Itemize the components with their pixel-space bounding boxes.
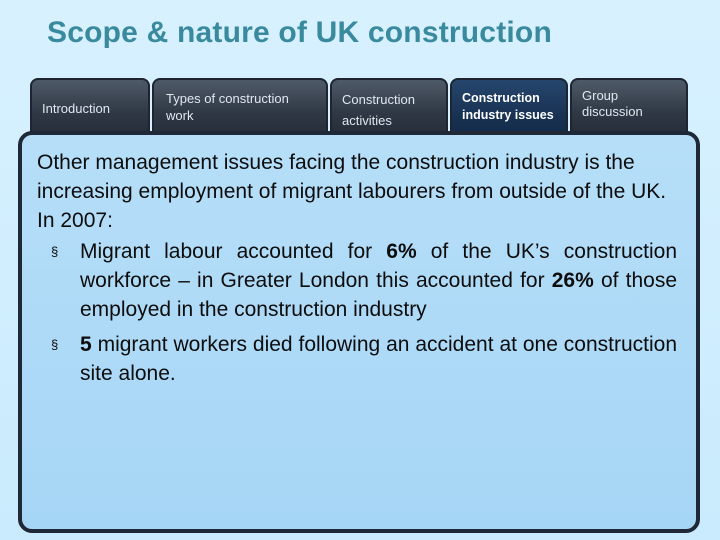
bullet-list bbox=[37, 237, 677, 388]
bullet2-num: 5 bbox=[80, 333, 92, 356]
bullet1-pct2: 26% bbox=[551, 269, 594, 292]
tab-label: Introduction bbox=[42, 101, 110, 116]
tab-label: Construction industry issues bbox=[462, 91, 554, 122]
tab-label: Group discussion bbox=[582, 88, 643, 119]
intro-paragraph: Other management issues facing the construction industry is the increasing employment of migrant labourers from outside of the UK. bbox=[37, 151, 667, 203]
bullet1-mid: of the UK’s construction workforce – in Greater London this accounted for bbox=[80, 240, 677, 292]
bullet1-post: of those employed in the construction industry bbox=[80, 269, 677, 321]
page-title: Scope & nature of UK construction bbox=[47, 16, 552, 49]
list-item bbox=[37, 237, 677, 324]
year-line: In 2007: bbox=[37, 209, 113, 232]
tab-label: Types of construction work bbox=[166, 91, 289, 123]
bullet-icon: § bbox=[51, 244, 59, 259]
bullet2-text: migrant workers died following an accident at one construction site alone. bbox=[80, 333, 677, 385]
content-body bbox=[37, 148, 677, 394]
bullet1-pct1: 6% bbox=[386, 240, 417, 263]
tab-label: Construction activities bbox=[342, 92, 415, 128]
bullet-icon: § bbox=[51, 337, 59, 352]
bullet1-pre: Migrant labour accounted for bbox=[80, 240, 387, 263]
list-item bbox=[37, 330, 677, 388]
